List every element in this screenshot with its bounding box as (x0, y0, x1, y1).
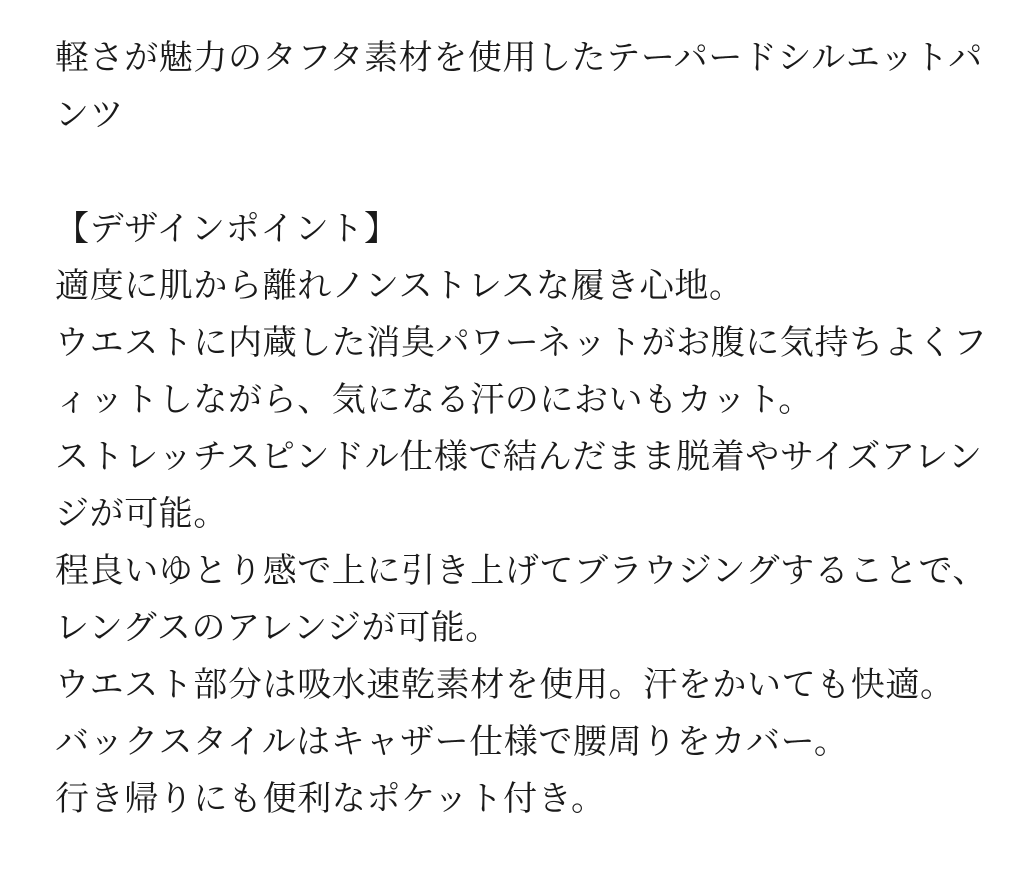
design-point-line: ウエストに内蔵した消臭パワーネットがお腹に気持ちよくフィットしながら、気になる汗のにおいもカット。 (55, 324, 988, 419)
design-point-line: ストレッチスピンドル仕様で結んだまま脱着やサイズアレンジが可能。 (55, 438, 983, 533)
design-points-heading: 【デザインポイント】 (55, 210, 399, 248)
design-point-line: ウエスト部分は吸水速乾素材を使用。汗をかいても快適。 (55, 666, 955, 704)
design-points-section (55, 201, 990, 828)
design-point-line: 程良いゆとり感で上に引き上げてブラウジングすることで、レングスのアレンジが可能。 (55, 552, 987, 647)
description-intro: 軽さが魅力のタフタ素材を使用したテーパードシルエットパンツ (55, 39, 983, 134)
design-point-line: 適度に肌から離れノンストレスな履き心地。 (55, 267, 744, 305)
design-point-line: 行き帰りにも便利なポケット付き。 (55, 780, 606, 818)
design-point-line: バックスタイルはキャザー仕様で腰周りをカバー。 (55, 723, 849, 761)
